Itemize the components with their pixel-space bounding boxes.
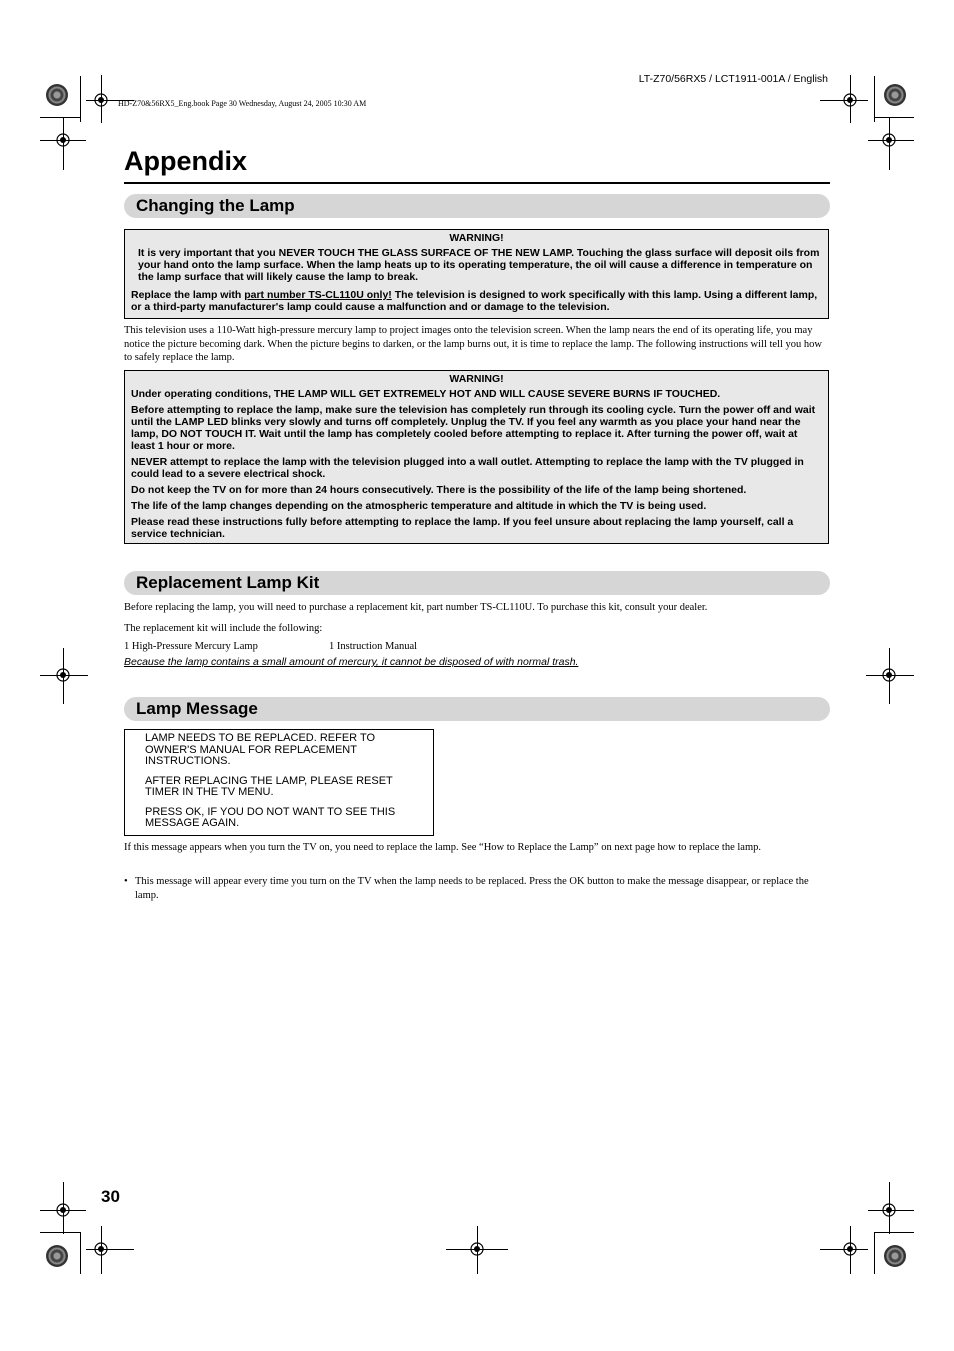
warning-text: Do not keep the TV on for more than 24 hours consecutively. There is the possibility of the life of the lamp being shortened. <box>131 484 747 496</box>
intro-paragraph: This television uses a 110-Watt high-pressure mercury lamp to project images onto the television screen. When the lamp nears the end of its operating life, you may notice the picture becoming dark. When the picture begins to darken, or the lamp burns out, it is time to replace the lamp. The following instructions will tell you how to safely replace the lamp. <box>124 325 822 363</box>
bullet-text: This message will appear every time you turn on the TV when the lamp needs to be replaced. Press the OK button to make the message disappear, or replace the lamp. <box>135 876 809 901</box>
warning-title: WARNING! <box>449 232 504 244</box>
registration-mark-icon <box>48 125 78 155</box>
warning-text: Please read these instructions fully before attempting to replace the lamp. If you feel unsure about replacing the lamp yourself, call a service technician. <box>131 516 794 540</box>
bullet-icon: • <box>124 876 128 887</box>
registration-mark-icon <box>462 1234 492 1264</box>
kit-paragraph: Before replacing the lamp, you will need to purchase a replacement kit, part number TS-CL110U. To purchase this kit, consult your dealer. <box>124 602 708 613</box>
lamp-message-line: LAMP NEEDS TO BE REPLACED. REFER TO OWNER'S MANUAL FOR REPLACEMENT INSTRUCTIONS. <box>145 732 376 767</box>
warning-text: NEVER attempt to replace the lamp with the television plugged into a wall outlet. Attempting to replace the lamp with the TV plugged in could lead to a severe electrical shock. <box>131 456 804 480</box>
registration-mark-icon <box>86 85 116 115</box>
section-heading-replacement-kit <box>124 571 830 595</box>
section-heading-lamp-message <box>124 697 830 721</box>
part-number-underlined: part number TS-CL110U only! <box>244 289 392 301</box>
kit-item-lamp: 1 High-Pressure Mercury Lamp <box>124 641 258 652</box>
title-rule <box>124 182 830 184</box>
lamp-message-paragraph: If this message appears when you turn the TV on, you need to replace the lamp. See “How to Replace the Lamp” on next page how to replace the lamp. <box>124 842 761 853</box>
warning-text-part-number: Replace the lamp with part number TS-CL110U only! The television is designed to work specifically with this lamp. Using a different lamp, or a third-party manufacturer's lamp could cause a malfunction and or damage to the television. <box>131 289 818 313</box>
registration-mark-icon <box>48 660 78 690</box>
registration-mark-icon <box>874 660 904 690</box>
page-title: Appendix <box>124 146 248 176</box>
file-info: HD-Z70&56RX5_Eng.book Page 30 Wednesday, August 24, 2005 10:30 AM <box>118 99 367 108</box>
lamp-message-screen <box>124 729 434 836</box>
mercury-note: Because the lamp contains a small amount of mercury, it cannot be disposed of with normal trash. <box>124 656 579 668</box>
warning-text: Under operating conditions, THE LAMP WILL GET EXTREMELY HOT AND WILL CAUSE SEVERE BURNS IF TOUCHED. <box>131 388 721 400</box>
section-heading-text: Replacement Lamp Kit <box>136 573 320 592</box>
lamp-message-line: AFTER REPLACING THE LAMP, PLEASE RESET TIMER IN THE TV MENU. <box>145 774 393 798</box>
color-bar-icon <box>884 1245 906 1267</box>
warning-text: It is very important that you NEVER TOUCH THE GLASS SURFACE OF THE NEW LAMP. Touching the glass surface will deposit oils from your hand onto the lamp surface. When the lamp heats up to its operating temperature, the oil will cause a difference in temperature on the lamp surface that will likely cause the lamp to break. <box>138 247 820 283</box>
color-bar-icon <box>884 84 906 106</box>
lamp-message-bullet <box>124 875 828 902</box>
page-number: 30 <box>101 1187 120 1206</box>
color-bar-icon <box>46 1245 68 1267</box>
color-bar-icon <box>46 84 68 106</box>
warning-box-hot <box>124 370 829 544</box>
section-heading-text: Changing the Lamp <box>136 196 295 215</box>
warning-text: Before attempting to replace the lamp, make sure the television has completely run through its cooling cycle. Turn the power off and wait until the LAMP LED blinks very slowly and turns off completely. Unplug the TV. If you feel any warmth as you place your hand near the lamp, DO NOT TOUCH IT. Wait until the lamp has completely cooled before attempting to replace it. After turning the power off, wait at least 1 hour or more. <box>131 404 816 452</box>
registration-mark-icon <box>874 125 904 155</box>
section-heading-changing-lamp <box>124 194 830 218</box>
registration-mark-icon <box>874 1195 904 1225</box>
warning-text: The life of the lamp changes depending on the atmospheric temperature and altitude in which the TV is being used. <box>131 500 707 512</box>
registration-mark-icon <box>86 1234 116 1264</box>
lamp-message-line: PRESS OK, IF YOU DO NOT WANT TO SEE THIS MESSAGE AGAIN. <box>145 805 396 829</box>
kit-item-manual: 1 Instruction Manual <box>329 641 418 652</box>
document-code: LT-Z70/56RX5 / LCT1911-001A / English <box>638 73 828 85</box>
registration-mark-icon <box>48 1195 78 1225</box>
section-heading-text: Lamp Message <box>136 699 258 718</box>
warning-box-glass <box>124 229 829 319</box>
kit-includes-paragraph: The replacement kit will include the following: <box>124 623 323 634</box>
registration-mark-icon <box>835 85 865 115</box>
registration-mark-icon <box>835 1234 865 1264</box>
warning-title: WARNING! <box>449 373 504 385</box>
